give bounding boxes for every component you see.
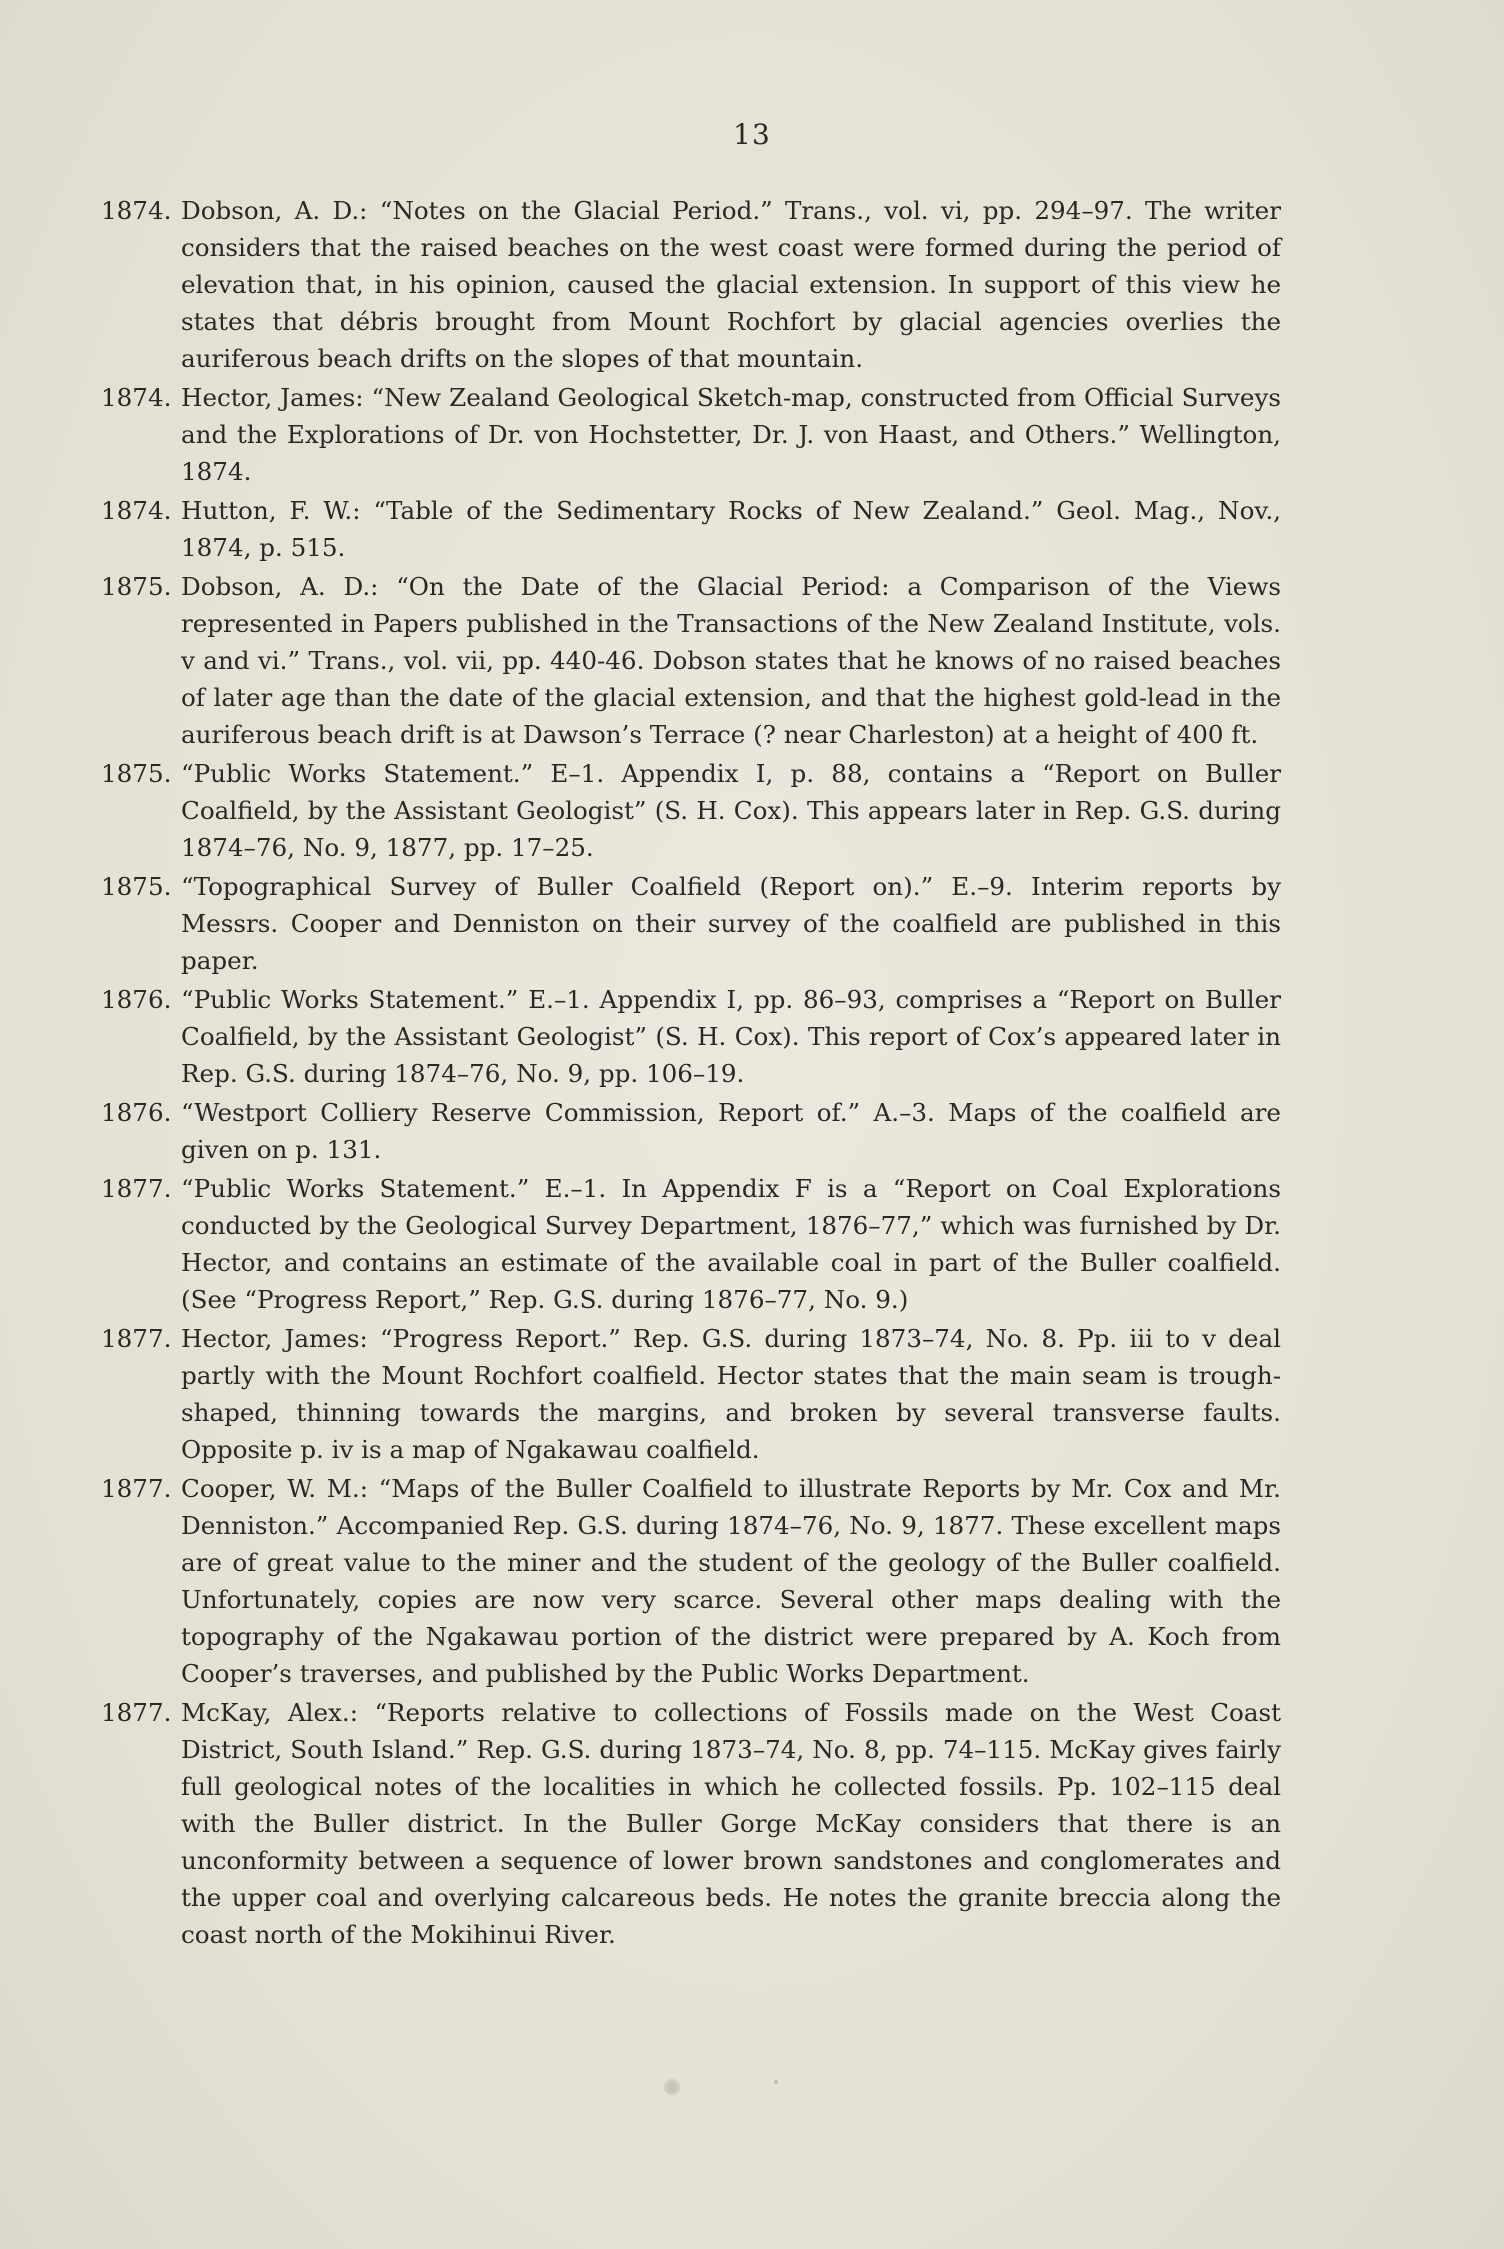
entry-year: 1874. [101,383,172,412]
bibliography-entry [101,868,1281,979]
speck-mark [774,2080,778,2084]
bibliography-entry [101,1320,1281,1468]
entry-text: Hutton, F. W.: “Table of the Sedimentary Rocks of New Zealand.” Geol. Mag., Nov., 1874, p. 515. [181,496,1281,562]
entry-text: “Topographical Survey of Buller Coalfield (Report on).” E.–9. Interim reports by Messrs. Cooper and Denniston on their survey of the coalfield are published in this paper. [181,872,1281,975]
entry-text: “Public Works Statement.” E.–1. Appendix I, pp. 86–93, comprises a “Report on Buller Coalfield, by the Assistant Geologist” (S. H. Cox). This report of Cox’s appeared later in Rep. G.S. during 1874–76, No. 9, pp. 106–19. [181,985,1281,1088]
entry-text: “Public Works Statement.” E.–1. In Appendix F is a “Report on Coal Explorations conducted by the Geological Survey Department, 1876–77,” which was furnished by Dr. Hector, and contains an estimate of the available coal in part of the Buller coalfield. (See “Progress Report,” Rep. G.S. during 1876–77, No. 9.) [181,1174,1281,1314]
printer-ornament-icon [663,2078,681,2096]
entry-year: 1877. [101,1174,172,1203]
bibliography-entry [101,755,1281,866]
entry-text: “Westport Colliery Reserve Commission, Report of.” A.–3. Maps of the coalfield are given on p. 131. [181,1098,1281,1164]
entry-year: 1875. [101,872,172,901]
entry-year: 1877. [101,1698,172,1727]
bibliography-entry [101,981,1281,1092]
page-number: 13 [733,118,771,151]
entry-year: 1877. [101,1324,172,1353]
entry-text: Hector, James: “New Zealand Geological Sketch-map, constructed from Official Surveys and the Explorations of Dr. von Hochstetter, Dr. J. von Haast, and Others.” Wellington, 1874. [181,383,1281,486]
bibliography-entry [101,192,1281,377]
entry-text: “Public Works Statement.” E–1. Appendix I, p. 88, contains a “Report on Buller Coalfield, by the Assistant Geologist” (S. H. Cox). This appears later in Rep. G.S. during 1874–76, No. 9, 1877, pp. 17–25. [181,759,1281,862]
entry-year: 1876. [101,985,172,1014]
entry-text: McKay, Alex.: “Reports relative to collections of Fossils made on the West Coast District, South Island.” Rep. G.S. during 1873–74, No. 8, pp. 74–115. McKay gives fairly full geological notes of the localities in which he collected fossils. Pp. 102–115 deal with the Buller district. In the Buller Gorge McKay considers that there is an unconformity between a sequence of lower brown sandstones and conglomerates and the upper coal and overlying calcareous beds. He notes the granite breccia along the coast north of the Mokihinui River. [181,1698,1281,1949]
entry-text: Dobson, A. D.: “On the Date of the Glacial Period: a Comparison of the Views represented in Papers published in the Transactions of the New Zealand Institute, vols. v and vi.” Trans., vol. vii, pp. 440-46. Dobson states that he knows of no raised beaches of later age than the date of the glacial extension, and that the highest gold-lead in the auriferous beach drift is at Dawson’s Terrace (? near Charleston) at a height of 400 ft. [181,572,1281,749]
bibliography-entry [101,492,1281,566]
entry-year: 1875. [101,759,172,788]
bibliography-entry [101,1170,1281,1318]
entry-year: 1876. [101,1098,172,1127]
entry-year: 1874. [101,496,172,525]
entry-text: Dobson, A. D.: “Notes on the Glacial Period.” Trans., vol. vi, pp. 294–97. The writer considers that the raised beaches on the west coast were formed during the period of elevation that, in his opinion, caused the glacial extension. In support of this view he states that débris brought from Mount Rochfort by glacial agencies overlies the auriferous beach drifts on the slopes of that mountain. [181,196,1281,373]
bibliography-entry [101,1694,1281,1953]
entry-year: 1874. [101,196,172,225]
entry-text: Cooper, W. M.: “Maps of the Buller Coalfield to illustrate Reports by Mr. Cox and Mr. Denniston.” Accompanied Rep. G.S. during 1874–76, No. 9, 1877. These excellent maps are of great value to the miner and the student of the geology of the Buller coalfield. Unfortunately, copies are now very scarce. Several other maps dealing with the topography of the Ngakawau portion of the district were prepared by A. Koch from Cooper’s traverses, and published by the Public Works Department. [181,1474,1281,1688]
bibliography-list [101,192,1281,1955]
bibliography-entry [101,1094,1281,1168]
bibliography-entry [101,1470,1281,1692]
bibliography-entry [101,379,1281,490]
entry-year: 1877. [101,1474,172,1503]
entry-year: 1875. [101,572,172,601]
entry-text: Hector, James: “Progress Report.” Rep. G.S. during 1873–74, No. 8. Pp. iii to v deal partly with the Mount Rochfort coalfield. Hector states that the main seam is trough-shaped, thinning towards the margins, and broken by several transverse faults. Opposite p. iv is a map of Ngakawau coalfield. [181,1324,1281,1464]
bibliography-entry [101,568,1281,753]
